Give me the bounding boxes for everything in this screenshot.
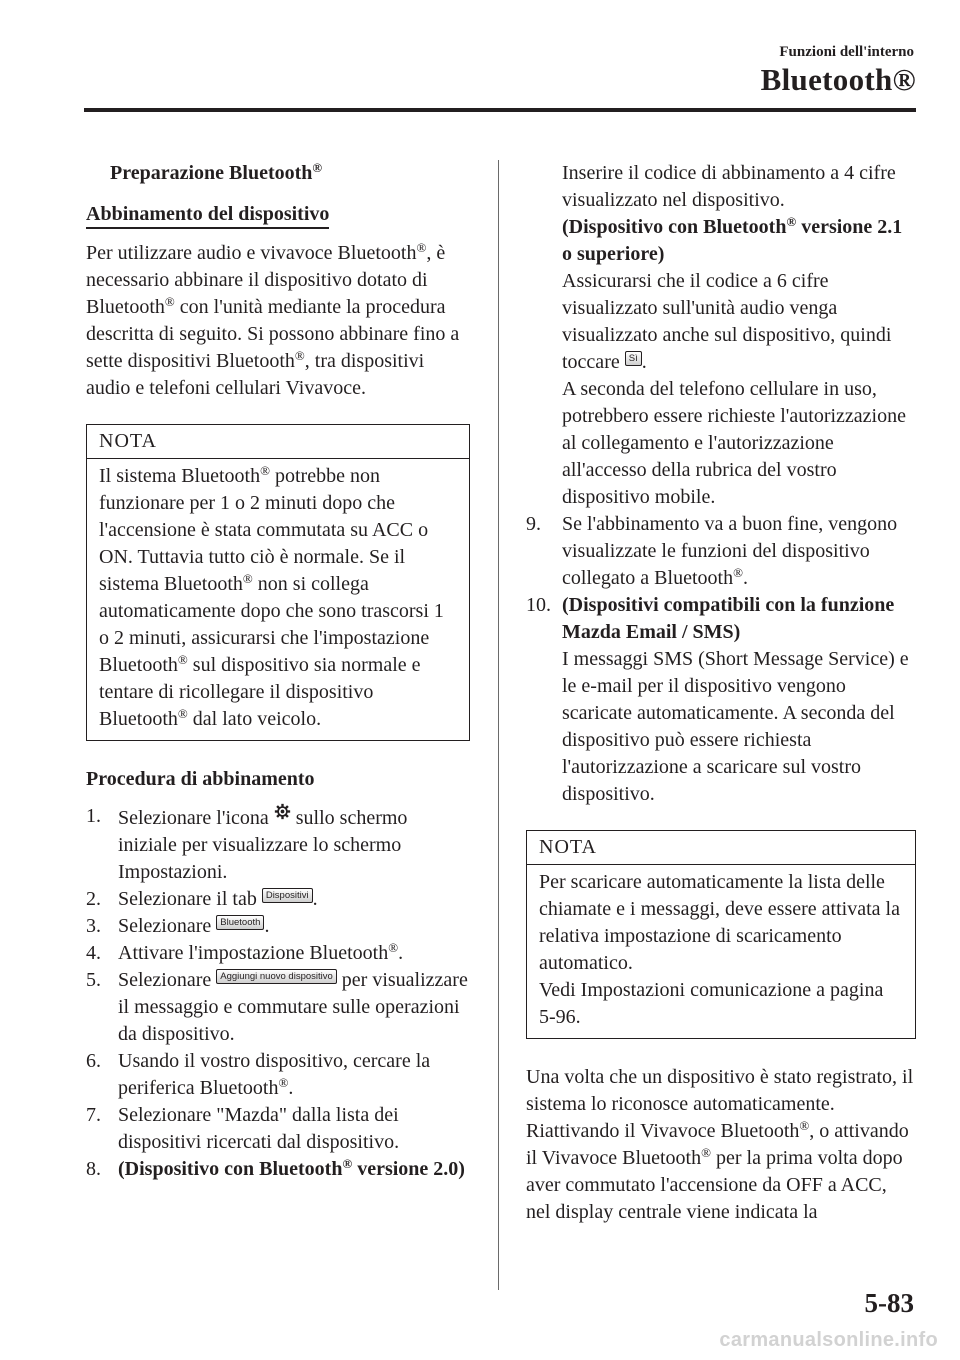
pairing-steps bbox=[86, 803, 470, 1183]
step-10: 10. (Dispositivi compatibili con la funzione Mazda Email / SMS) I messaggi SMS (Short Message Service) e le e-mail per il dispositivo vengono scaricate automaticamente. A seconda del dispositivo può essere richiesta l'autorizzazione a scaricare sul vostro dispositivo. bbox=[526, 594, 909, 805]
step-8-continued: Inserire il codice di abbinamento a 4 cifre visualizzato nel dispositivo. (Dispositivo con Bluetooth® versione 2.1 o superiore) Assicurarsi che il codice a 6 cifre visualizzato sull'unità audio venga visualizzato anche sul dispositivo, quindi toccare Sì . A seconda del telefono cellulare in uso, potrebbero essere richieste l'autorizzazione al collegamento e l'autorizzazione all'accesso della rubrica del vostro dispositivo mobile. bbox=[562, 162, 906, 508]
column-divider bbox=[498, 160, 499, 1290]
step-7: 7. Selezionare "Mazda" dalla lista dei dispositivi ricercati dal dispositivo. bbox=[86, 1104, 400, 1153]
subsection-heading: Abbinamento del dispositivo bbox=[86, 202, 329, 229]
intro-paragraph: Per utilizzare audio e vivavoce Bluetooth®, è necessario abbinare il dispositivo dotato di Bluetooth® con l'unità mediante la procedura descritta di seguito. Si possono abbinare fino a sette dispositivi Bluetooth®, tra dispositivi audio e telefoni cellulari Vivavoce. bbox=[86, 240, 460, 399]
header-chapter-title: Bluetooth® bbox=[760, 62, 916, 97]
note-box bbox=[86, 424, 470, 741]
devices-tab-button[interactable]: Dispositivi bbox=[262, 888, 313, 903]
yes-button[interactable]: Sì bbox=[625, 351, 642, 366]
step-6: 6. Usando il vostro dispositivo, cercare la periferica Bluetooth®. bbox=[86, 1050, 431, 1099]
step-9: 9. Se l'abbinamento va a buon fine, vengono visualizzate le funzioni del dispositivo collegato a Bluetooth®. bbox=[526, 513, 898, 589]
step-1: 1. Selezionare l'icona sullo schermo iniziale per visualizzare lo schermo Impostazioni. bbox=[86, 805, 408, 883]
note-box-right bbox=[526, 830, 916, 1039]
step-8: 8. (Dispositivo con Bluetooth® versione 2.0) bbox=[86, 1156, 465, 1180]
note-text: Il sistema Bluetooth® potrebbe non funzionare per 1 o 2 minuti dopo che l'accensione è stata commutata su ACC o ON. Tuttavia tutto ciò è normale. Se il sistema Bluetooth® non si collega automaticamente dopo che sono trascorsi 1 o 2 minuti, assicurarsi che l'impostazione Bluetooth® sul dispositivo sia normale e tentare di ricollegare il dispositivo Bluetooth® dal lato veicolo. bbox=[99, 463, 444, 730]
header-rule bbox=[84, 108, 916, 112]
step-5: 5. Selezionare Aggiungi nuovo dispositivo per visualizzare il messaggio e commutare sulle operazioni da dispositivo. bbox=[86, 969, 468, 1045]
left-column bbox=[86, 160, 470, 1183]
note-title: NOTA bbox=[87, 425, 469, 459]
note-text-right: Per scaricare automaticamente la lista delle chiamate e i messaggi, deve essere attivata la relativa impostazione di scaricamento automatico. Vedi Impostazioni comunicazione a pagina 5-96. bbox=[539, 871, 900, 1028]
watermark: carmanualsonline.info bbox=[719, 1329, 938, 1351]
pairing-steps-continued bbox=[526, 511, 916, 808]
section-heading: Preparazione Bluetooth® bbox=[110, 160, 323, 184]
procedure-heading: Procedura di abbinamento bbox=[86, 768, 315, 790]
right-column bbox=[526, 160, 916, 1226]
note-title-right: NOTA bbox=[527, 831, 915, 865]
step-4: 4. Attivare l'impostazione Bluetooth®. bbox=[86, 940, 404, 964]
settings-gear-icon bbox=[274, 803, 291, 820]
add-new-device-button[interactable]: Aggiungi nuovo dispositivo bbox=[216, 969, 337, 984]
step-2: 2. Selezionare il tab Dispositivi . bbox=[86, 888, 318, 910]
closing-paragraph: Una volta che un dispositivo è stato registrato, il sistema lo riconosce automaticamente. Riattivando il Vivavoce Bluetooth®, o attivando il Vivavoce Bluetooth® per la prima volta dopo aver commutato l'accensione da OFF a ACC, nel display centrale viene indicata la bbox=[526, 1066, 914, 1223]
bluetooth-button[interactable]: Bluetooth bbox=[216, 915, 264, 930]
step-3: 3. Selezionare Bluetooth . bbox=[86, 915, 270, 937]
header-section-title: Funzioni dell'interno bbox=[779, 44, 914, 60]
page-number: 5-83 bbox=[864, 1288, 914, 1318]
